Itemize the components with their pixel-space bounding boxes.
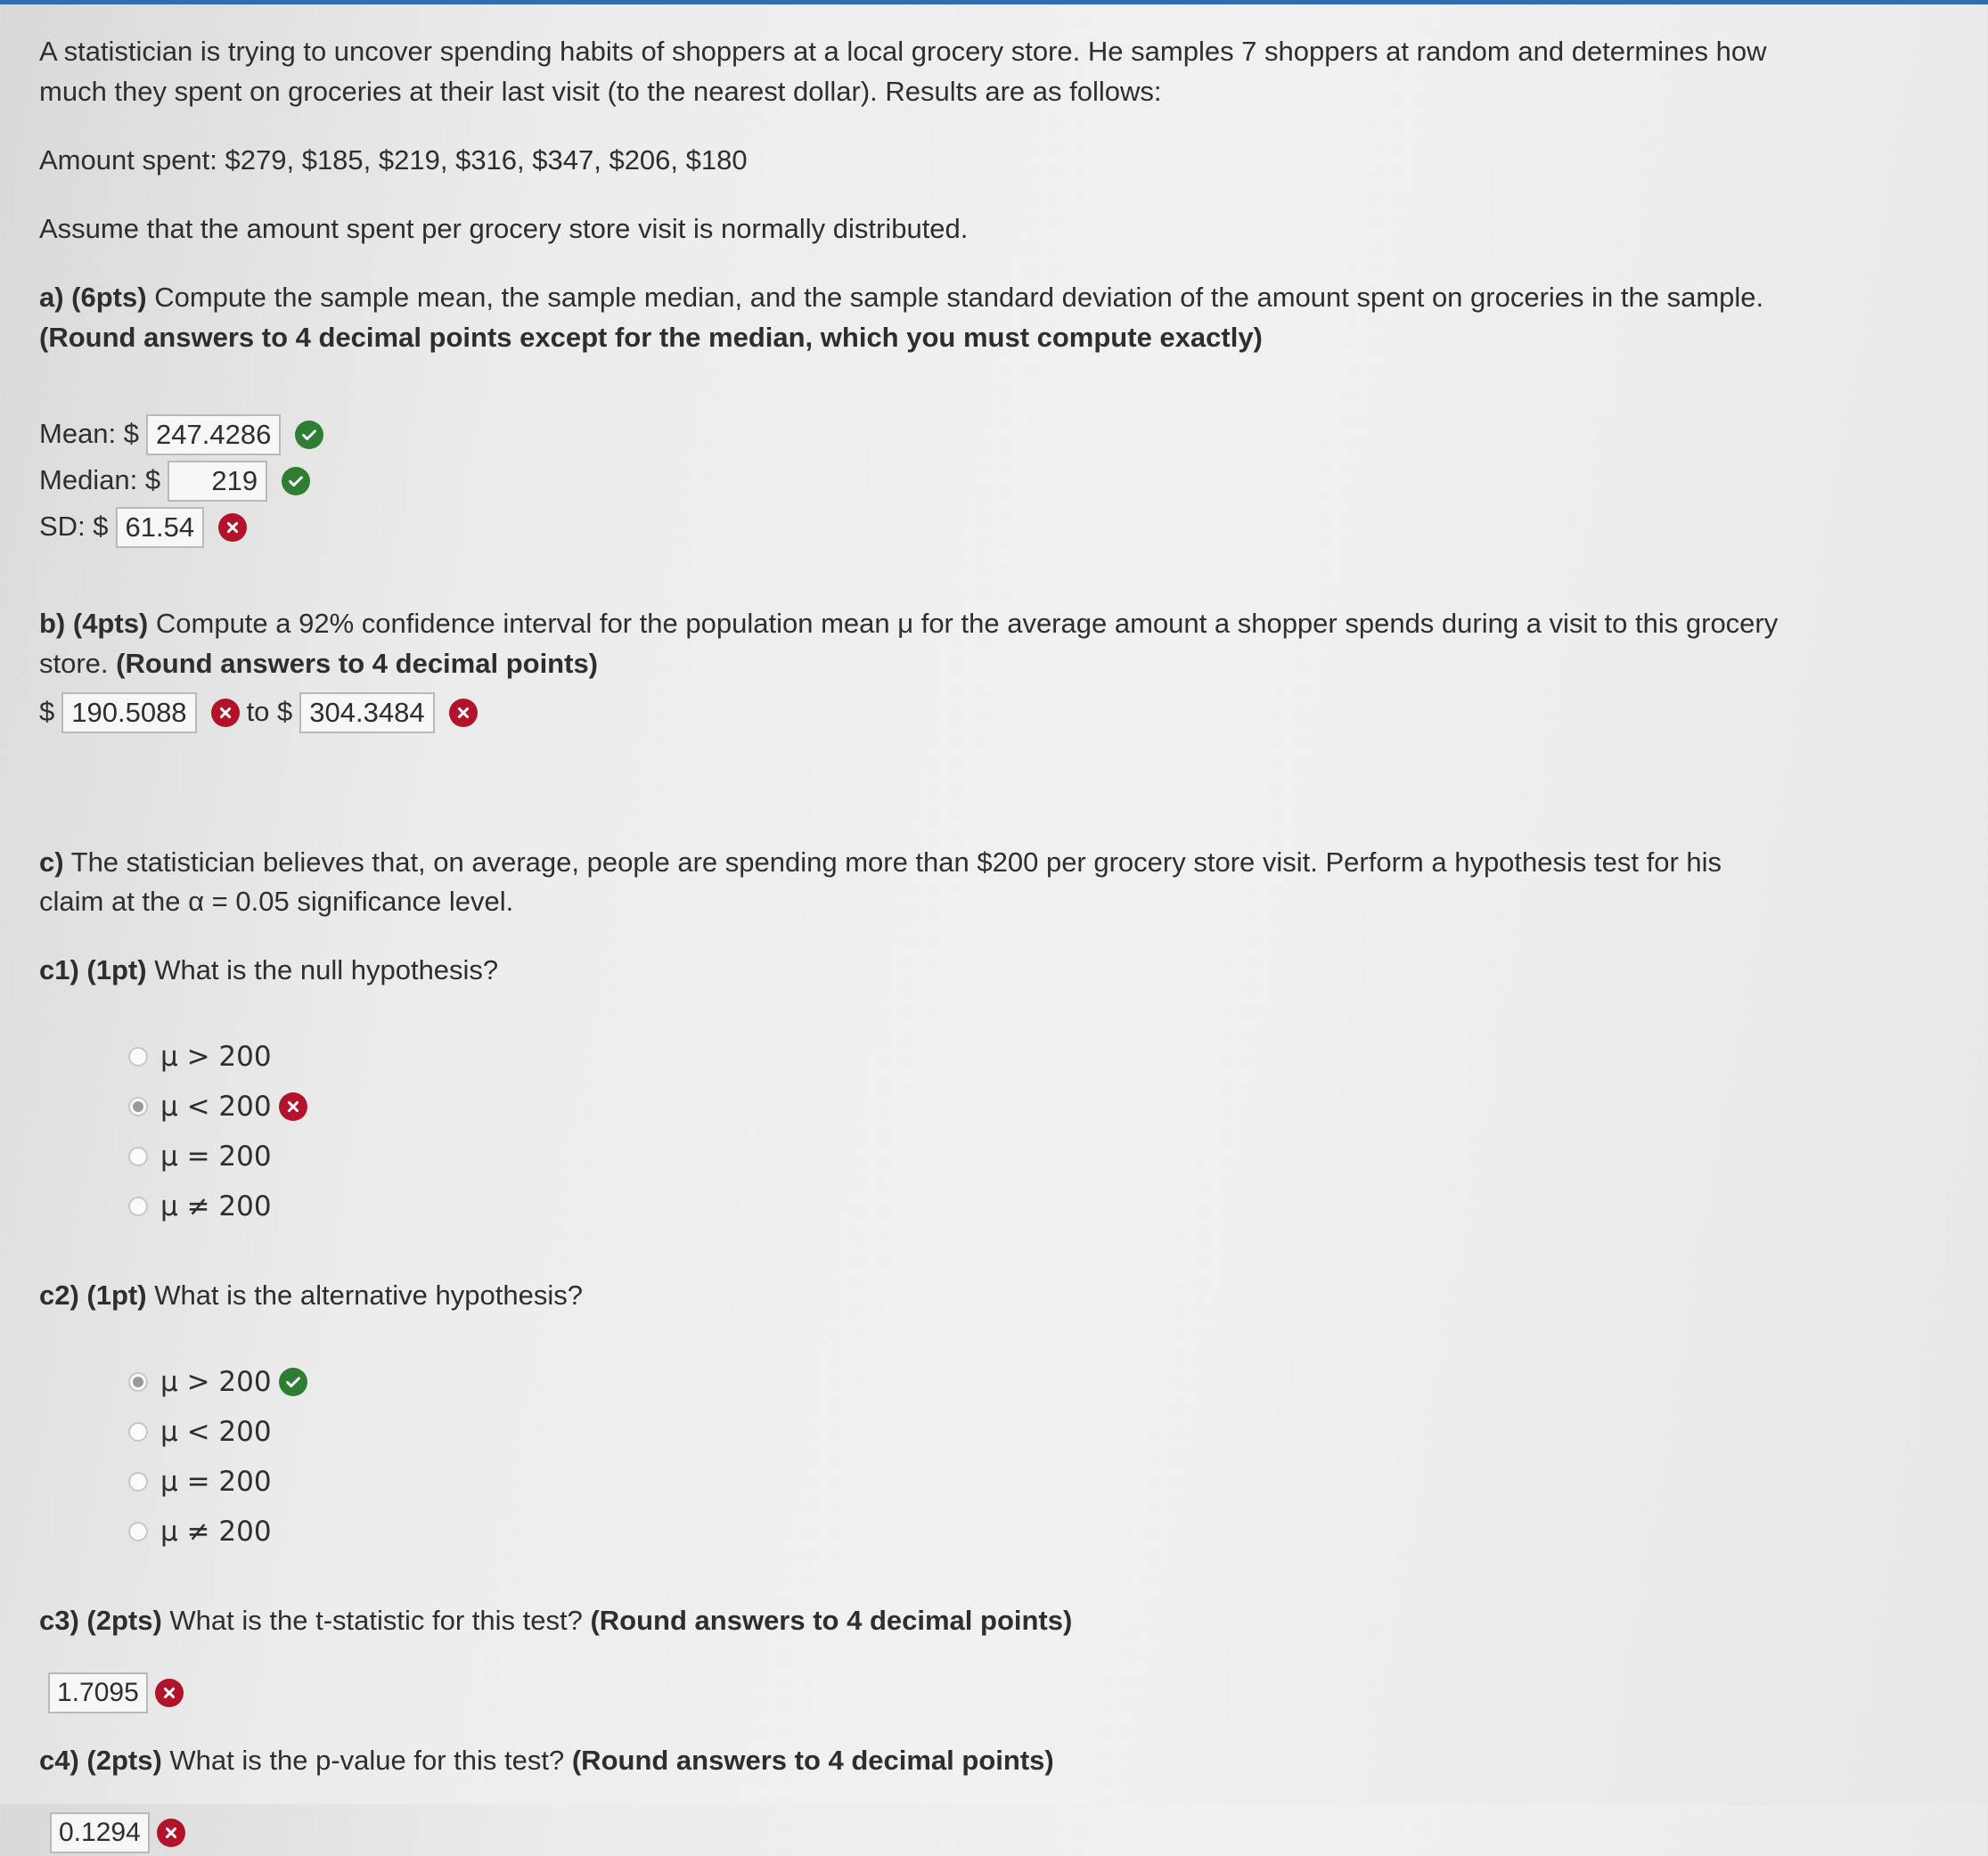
t-statistic-input[interactable]: 1.7095 (48, 1672, 148, 1713)
part-b-note: (Round answers to 4 decimal points) (116, 647, 599, 679)
c4-answer-row (50, 1810, 1910, 1856)
intro-text: A statistician is trying to uncover spending habits of shoppers at a local grocery store. He samples 7 shoppers at random and determines how much they spent on groceries at their last visit (to the nearest dollar). Results are as follows: (39, 36, 1767, 107)
part-a-note: (Round answers to 4 decimal points except for the median, which you must compute exactly) (39, 321, 1263, 353)
x-icon (279, 1092, 307, 1121)
part-a-label: a) (6pts) (39, 281, 147, 313)
c2-option[interactable] (128, 1457, 1910, 1507)
c4-question: What is the p-value for this test? (161, 1745, 572, 1777)
part-a-prompt (39, 278, 1786, 358)
median-input[interactable]: 219 (168, 461, 267, 502)
mean-input[interactable]: 247.4286 (146, 414, 281, 455)
median-row (39, 458, 1910, 504)
x-icon (218, 513, 247, 542)
c3-label: c3) (2pts) (39, 1605, 162, 1637)
option-label: μ ≠ 200 (160, 1190, 272, 1222)
mean-row (39, 412, 1910, 458)
c2-options (128, 1357, 1910, 1557)
x-icon (449, 699, 478, 727)
part-b-text: Compute a 92% confidence interval for the population mean μ for the average amount a shopper spends during a visit to this grocery store. (39, 607, 1779, 679)
c1-option[interactable] (128, 1082, 1910, 1132)
c2-option[interactable] (128, 1407, 1910, 1457)
c2-prompt (39, 1276, 1910, 1316)
check-icon (282, 467, 310, 495)
check-icon (279, 1368, 307, 1396)
mean-label: Mean: $ (39, 418, 140, 450)
ci-upper-input[interactable]: 304.3484 (299, 692, 434, 733)
radio-button[interactable] (128, 1197, 148, 1216)
c4-prompt (39, 1741, 1910, 1781)
option-label: μ = 200 (160, 1465, 272, 1498)
radio-button[interactable] (128, 1047, 148, 1067)
c2-question: What is the alternative hypothesis? (146, 1280, 583, 1312)
c3-prompt (39, 1601, 1910, 1641)
p-value-input[interactable]: 0.1294 (50, 1812, 150, 1853)
sd-row (39, 504, 1910, 551)
question-content (39, 32, 1910, 1856)
c1-option[interactable] (128, 1181, 1910, 1231)
ci-lower-input[interactable]: 190.5088 (61, 692, 196, 733)
c3-question: What is the t-statistic for this test? (161, 1605, 591, 1637)
c4-note: (Round answers to 4 decimal points) (571, 1745, 1054, 1777)
ci-to-label: to $ (246, 696, 293, 728)
c1-question: What is the null hypothesis? (146, 954, 499, 986)
c4-label: c4) (2pts) (39, 1745, 162, 1777)
x-icon (155, 1679, 184, 1707)
ci-dollar-label: $ (39, 696, 55, 728)
part-b-prompt (39, 604, 1786, 684)
c3-answer-row (48, 1670, 1910, 1716)
c3-note: (Round answers to 4 decimal points) (590, 1605, 1073, 1637)
radio-button[interactable] (128, 1422, 148, 1442)
option-label: μ < 200 (160, 1415, 272, 1448)
option-label: μ = 200 (160, 1140, 272, 1173)
c1-prompt (39, 951, 1910, 991)
radio-button[interactable] (128, 1097, 148, 1116)
sd-label: SD: $ (39, 511, 109, 543)
assumption-text: Assume that the amount spent per grocery store visit is normally distributed. (39, 212, 969, 244)
amounts-text: Amount spent: $279, $185, $219, $316, $347, $206, $180 (39, 143, 748, 176)
option-label: μ < 200 (160, 1090, 272, 1123)
c2-label: c2) (1pt) (39, 1280, 147, 1312)
option-label: μ > 200 (160, 1365, 272, 1398)
sd-input[interactable]: 61.54 (116, 507, 205, 548)
top-accent-bar (0, 0, 1988, 4)
radio-button[interactable] (128, 1472, 148, 1492)
part-c-prompt (39, 843, 1786, 923)
c1-options (128, 1032, 1910, 1231)
c2-option[interactable] (128, 1507, 1910, 1557)
check-icon (295, 421, 323, 449)
radio-button[interactable] (128, 1372, 148, 1392)
c2-option[interactable] (128, 1357, 1910, 1407)
option-label: μ > 200 (160, 1040, 272, 1073)
radio-button[interactable] (128, 1147, 148, 1166)
part-c-text: The statistician believes that, on average, people are spending more than $200 per grocery store visit. Perform a hypothesis test for his claim at the α = 0.05 significance level. (39, 846, 1722, 918)
ci-row (39, 690, 1910, 736)
c1-option[interactable] (128, 1032, 1910, 1082)
x-icon (211, 699, 240, 727)
radio-button[interactable] (128, 1522, 148, 1541)
part-c-label: c) (39, 846, 64, 878)
part-b-label: b) (4pts) (39, 607, 149, 639)
part-a-text: Compute the sample mean, the sample median, and the sample standard deviation of the amount spent on groceries in the sample. (146, 281, 1764, 313)
c1-label: c1) (1pt) (39, 954, 147, 986)
x-icon (157, 1819, 185, 1847)
option-label: μ ≠ 200 (160, 1515, 272, 1548)
median-label: Median: $ (39, 464, 161, 496)
c1-option[interactable] (128, 1132, 1910, 1181)
